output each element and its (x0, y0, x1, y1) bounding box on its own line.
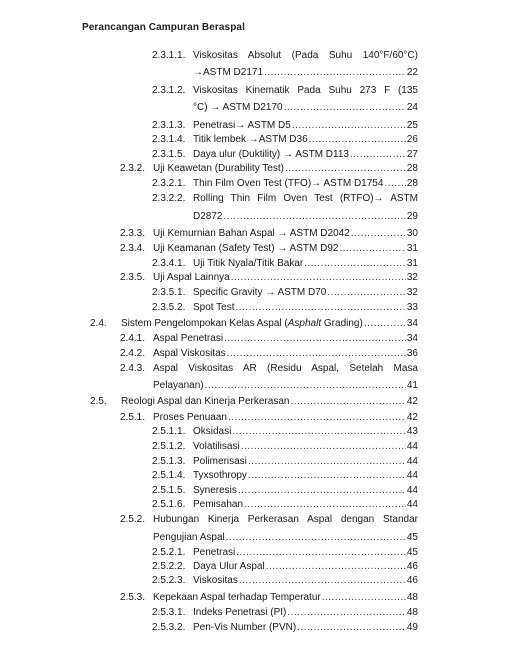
toc-entry-number: 2.5.3.1. (152, 607, 186, 618)
toc-entry-continuation (0, 102, 418, 115)
toc-entry-number: 2.4. (90, 318, 107, 329)
toc-entry-title: Titik lembek →ASTM D36 (193, 134, 308, 145)
toc-entry-number: 2.5.2.3. (152, 575, 186, 586)
toc-entry (0, 470, 418, 483)
toc-page-number: 48 (406, 607, 418, 618)
toc-entry-number: 2.4.2. (120, 348, 146, 359)
toc-entry-number: 2.3.4. (120, 243, 146, 254)
toc-leader-dots (223, 211, 405, 223)
toc-leader-dots (241, 441, 406, 453)
toc-entry (0, 85, 418, 98)
toc-entry (0, 134, 418, 147)
toc-page-number: 33 (406, 302, 418, 313)
toc-page-number: 28 (406, 163, 418, 174)
toc-entry-number: 2.5.1. (120, 412, 146, 423)
toc-entry-number: 2.3.2. (120, 163, 146, 174)
toc-leader-dots (327, 287, 406, 299)
toc-leader-dots (224, 333, 406, 345)
toc-entry-title: Viskositas Absolut (Pada Suhu 140°F/60°C) (193, 50, 418, 61)
toc-leader-dots (239, 575, 406, 587)
toc-entry-title: Uji Keamanan (Safety Test) → ASTM D92 (153, 243, 339, 254)
toc-entry (0, 318, 418, 331)
toc-page-number: 44 (406, 499, 418, 510)
toc-entry-title: Pen-Vis Number (PVN) (193, 622, 297, 633)
toc-entry (0, 561, 418, 574)
toc-page-number: 29 (406, 211, 418, 222)
toc-page-number: 45 (406, 547, 418, 558)
toc-leader-dots (248, 470, 406, 482)
toc-page-number: 48 (406, 592, 418, 603)
toc-entry (0, 302, 418, 315)
toc-entry-number: 2.5.1.3. (152, 456, 186, 467)
toc-entry-number: 2.3.1.1. (152, 50, 186, 61)
toc-entry-number: 2.5.1.6. (152, 499, 186, 510)
toc-leader-dots (364, 318, 406, 330)
toc-leader-dots (284, 102, 406, 114)
toc-entry-title: Hubungan Kinerja Perkerasan Aspal dengan Standar (153, 514, 418, 525)
toc-leader-dots (285, 163, 406, 175)
toc-leader-dots (227, 348, 406, 360)
toc-leader-dots (232, 426, 406, 438)
toc-entry-number: 2.3.1.5. (152, 149, 186, 160)
toc-entry-title: Aspal Viskositas AR (Residu Aspal, Setelah Masa (153, 363, 418, 374)
toc-page-number: 34 (406, 333, 418, 344)
toc-entry (0, 485, 418, 498)
toc-page-number: 26 (406, 134, 418, 145)
toc-entry-number: 2.4.3. (120, 363, 146, 374)
toc-entry-title: Pemisahan (193, 499, 244, 510)
toc-page-number: 31 (406, 243, 418, 254)
toc-entry-title: Pelayanan) (153, 380, 204, 391)
toc-entry-title: Volatilisasi (193, 441, 240, 452)
toc-entry-number: 2.5.1.2. (152, 441, 186, 452)
toc-entry-title: Thin Film Oven Test (TFO)→ ASTM D1754 (193, 178, 384, 189)
toc-page-number: 32 (406, 287, 418, 298)
toc-leader-dots (228, 412, 406, 424)
running-header: Perancangan Campuran Beraspal (82, 22, 245, 33)
toc-entry-title: Specific Gravity → ASTM D70 (193, 287, 327, 298)
toc-page-number: 22 (406, 67, 418, 78)
toc-leader-dots (264, 67, 406, 79)
toc-leader-dots (244, 499, 406, 511)
toc-entry-number: 2.5.3.2. (152, 622, 186, 633)
toc-page-number: 42 (406, 396, 418, 407)
toc-page-number: 44 (406, 456, 418, 467)
toc-page-number: 28 (406, 178, 418, 189)
toc-leader-dots (238, 485, 406, 497)
toc-entry-title: Spot Test (193, 302, 235, 313)
toc-entry (0, 514, 418, 527)
toc-page-number: 30 (406, 228, 418, 239)
toc-page-number: 27 (406, 149, 418, 160)
toc-entry-title: Daya ulur (Duktility) → ASTM D113 (193, 149, 349, 160)
toc-page-number: 44 (406, 485, 418, 496)
toc-entry-number: 2.5.2.2. (152, 561, 186, 572)
toc-entry-title: Polimerisasi (193, 456, 247, 467)
toc-entry (0, 243, 418, 256)
toc-page-number: 36 (406, 348, 418, 359)
toc-entry-title: Rolling Thin Film Oven Test (RTFO)→ ASTM (193, 193, 418, 204)
toc-entry-title: Syneresis (193, 485, 237, 496)
toc-entry (0, 412, 418, 425)
toc-entry (0, 120, 418, 133)
toc-entry (0, 575, 418, 588)
toc-entry-title (121, 318, 363, 330)
toc-entry (0, 258, 418, 271)
toc-entry-title: Penetrasi (193, 547, 236, 558)
toc-leader-dots (231, 272, 406, 284)
toc-entry (0, 193, 418, 206)
toc-entry (0, 441, 418, 454)
toc-entry (0, 149, 418, 162)
toc-entry-title: Viskositas (193, 575, 238, 586)
toc-entry-continuation (0, 211, 418, 224)
toc-entry-title: Tyxsothropy (193, 470, 247, 481)
toc-entry (0, 363, 418, 376)
toc-leader-dots (248, 456, 406, 468)
toc-leader-dots (339, 243, 405, 255)
toc-entry-title: Aspal Penetrasi (153, 333, 224, 344)
toc-leader-dots (236, 547, 406, 559)
toc-entry-title-part: Grading) (321, 318, 363, 329)
toc-entry-title: Uji Keawetan (Durability Test) (153, 163, 284, 174)
toc-entry-number: 2.3.4.1. (152, 258, 186, 269)
toc-entry-title: Pengujian Aspal (153, 532, 225, 543)
toc-entry (0, 426, 418, 439)
toc-entry-number: 2.4.1. (120, 333, 146, 344)
toc-entry (0, 287, 418, 300)
toc-entry (0, 607, 418, 620)
toc-entry-continuation (0, 532, 418, 545)
toc-leader-dots (266, 561, 406, 573)
toc-page-number: 34 (406, 318, 418, 329)
toc-entry-title: Penetrasi→ ASTM D5 (193, 120, 291, 131)
toc-leader-dots (309, 134, 406, 146)
toc-page-number: 46 (406, 575, 418, 586)
toc-entry-title: Uji Aspal Lainnya (153, 272, 230, 283)
toc-entry-title: Viskositas Kinematik Pada Suhu 273 F (135 (193, 85, 418, 96)
toc-entry (0, 228, 418, 241)
toc-entry-title: D2872 (193, 211, 223, 222)
toc-entry-title: Uji Titik Nyala/Titik Bakar (193, 258, 304, 269)
toc-leader-dots (297, 622, 406, 634)
toc-entry (0, 348, 418, 361)
toc-entry-number: 2.5.1.5. (152, 485, 186, 496)
toc-entry-title: Kepekaan Aspal terhadap Temperatur (153, 592, 321, 603)
toc-page-number: 45 (406, 532, 418, 543)
toc-leader-dots (290, 396, 405, 408)
toc-entry-title: °C) → ASTM D2170 (193, 102, 283, 113)
toc-entry (0, 396, 418, 409)
toc-entry-number: 2.5.3. (120, 592, 146, 603)
toc-entry (0, 333, 418, 346)
toc-entry (0, 272, 418, 285)
toc-page-number: 46 (406, 561, 418, 572)
toc-entry (0, 178, 418, 191)
toc-page-number: 41 (406, 380, 418, 391)
toc-entry (0, 456, 418, 469)
toc-leader-dots (292, 120, 406, 132)
toc-entry-continuation (0, 67, 418, 80)
toc-leader-dots (322, 592, 406, 604)
toc-entry-title: Oksidasi (193, 426, 232, 437)
toc-entry-title: Proses Penuaan (153, 412, 227, 423)
toc-leader-dots (304, 258, 406, 270)
toc-entry (0, 547, 418, 560)
toc-entry-number: 2.3.1.3. (152, 120, 186, 131)
toc-entry-title: →ASTM D2171 (193, 67, 264, 78)
toc-entry-title-emphasis: Asphalt (287, 318, 322, 329)
toc-entry-number: 2.5.2.1. (152, 547, 186, 558)
toc-entry-title: Indeks Penetrasi (PI) (193, 607, 287, 618)
toc-entry-number: 2.5. (90, 396, 107, 407)
toc-entry-number: 2.5.1.1. (152, 426, 186, 437)
toc-page-number: 31 (406, 258, 418, 269)
toc-entry-title: Aspal Viskositas (153, 348, 226, 359)
toc-leader-dots (350, 149, 406, 161)
toc-entry-title: Daya Ulur Aspal (193, 561, 265, 572)
toc-page-number: 42 (406, 412, 418, 423)
toc-leader-dots (236, 302, 406, 314)
toc-page-number: 44 (406, 441, 418, 452)
toc-leader-dots (351, 228, 406, 240)
toc-entry-number: 2.3.5.1. (152, 287, 186, 298)
toc-entry-title: Uji Kemurnian Bahan Aspal → ASTM D2042 (153, 228, 350, 239)
toc-entry (0, 163, 418, 176)
toc-entry-number: 2.3.2.1. (152, 178, 186, 189)
toc-entry-number: 2.3.1.4. (152, 134, 186, 145)
toc-leader-dots (384, 178, 405, 190)
toc-page-number: 24 (406, 102, 418, 113)
toc-leader-dots (226, 532, 406, 544)
toc-entry-number: 2.3.5.2. (152, 302, 186, 313)
toc-entry (0, 592, 418, 605)
toc-entry-number: 2.5.1.4. (152, 470, 186, 481)
toc-entry-number: 2.5.2. (120, 514, 146, 525)
toc-leader-dots (205, 380, 406, 392)
toc-entry-title: Reologi Aspal dan Kinerja Perkerasan (121, 396, 290, 407)
toc-entry (0, 50, 418, 63)
toc-page-number: 44 (406, 470, 418, 481)
toc-entry-number: 2.3.1.2. (152, 85, 186, 96)
toc-leader-dots (287, 607, 406, 619)
toc-entry-number: 2.3.5. (120, 272, 146, 283)
toc-entry-title-part: Sistem Pengelompokan Kelas Aspal ( (121, 318, 288, 329)
toc-entry-number: 2.3.3. (120, 228, 146, 239)
toc-entry (0, 499, 418, 512)
toc-page-number: 32 (406, 272, 418, 283)
toc-page-number: 49 (406, 622, 418, 633)
toc-entry-continuation (0, 380, 418, 393)
toc-entry (0, 622, 418, 635)
toc-entry-number: 2.3.2.2. (152, 193, 186, 204)
toc-page-number: 25 (406, 120, 418, 131)
toc-page-number: 43 (406, 426, 418, 437)
